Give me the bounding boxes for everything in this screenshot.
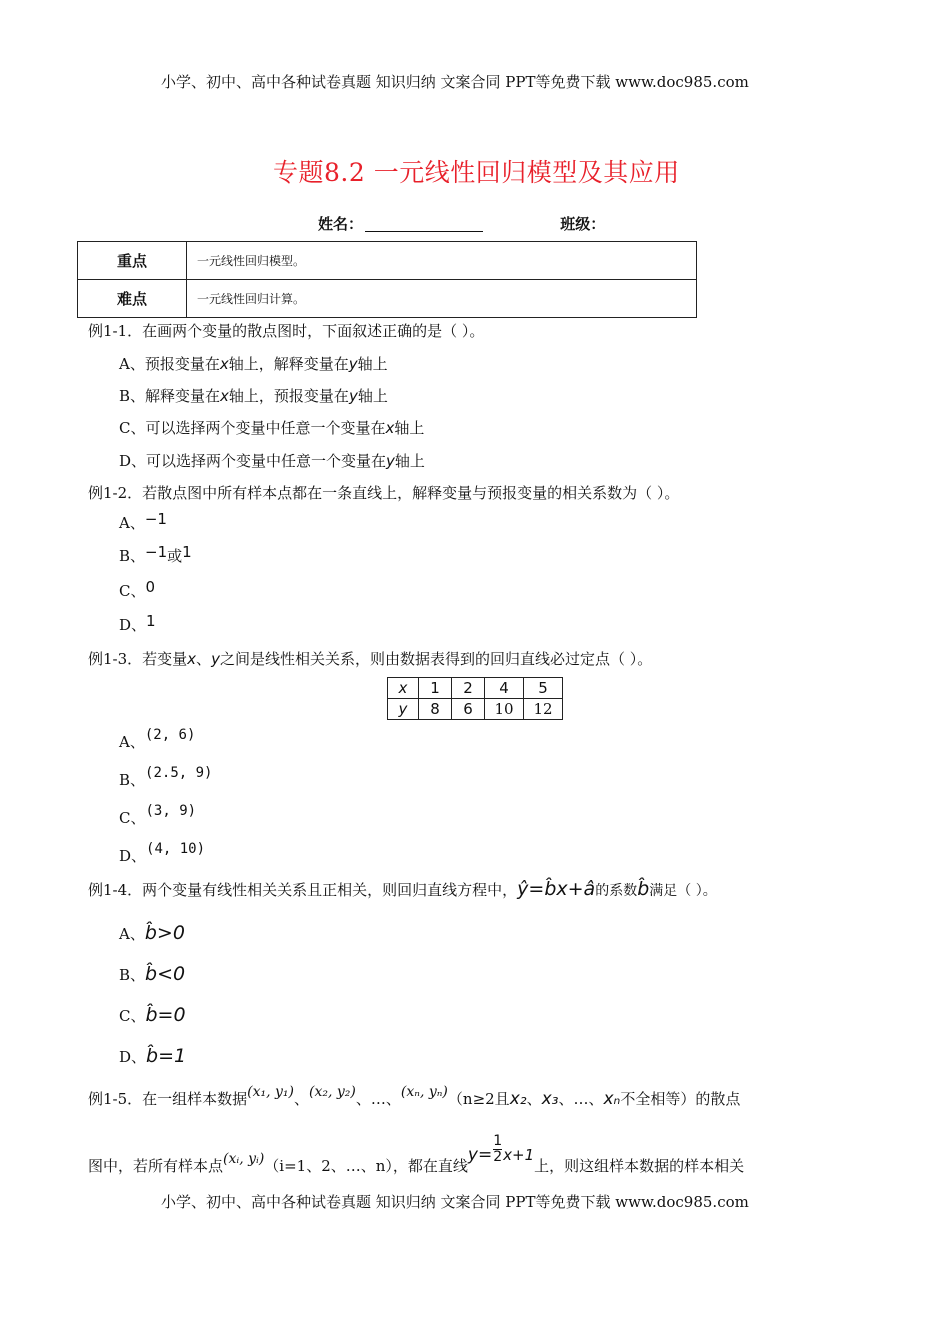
q4-c-value: b̂=0 [145, 1004, 186, 1026]
q2-stem: 例1-2．若散点图中所有样本点都在一条直线上，解释变量与预报变量的相关系数为（ ）。 [88, 484, 680, 502]
q5-frac-num: 1 [493, 1133, 503, 1149]
q3-b-label: B、 [119, 771, 146, 789]
q3-row-y [388, 699, 563, 720]
q5-line2-b: ，都在直线 [392, 1156, 468, 1175]
q1-option-d [119, 450, 425, 471]
name-blank [365, 217, 483, 232]
q5-frac-den: 2 [493, 1149, 503, 1165]
q1-a-var2: y [348, 355, 358, 373]
student-info [318, 213, 605, 234]
q5-line2-a: 图中，若所有样本点 [88, 1156, 224, 1175]
q2-d-value: 1 [146, 612, 156, 630]
q4-b-value: b̂<0 [145, 963, 186, 985]
q2-a-value: −1 [144, 510, 167, 528]
q2-d-label: D、 [119, 616, 147, 634]
q1-b-var2: y [348, 387, 358, 405]
q5-line2 [88, 1126, 745, 1175]
q5-index: （i=1、2、…、n） [264, 1156, 393, 1175]
q5-point-i: (xᵢ, yᵢ) [223, 1150, 265, 1167]
difficulty-label: 难点 [78, 280, 187, 318]
q3-stem-b: 之间是线性相关关系，则由数据表得到的回归直线必过定点（ ）。 [219, 650, 653, 668]
q4-coef: b̂ [637, 878, 650, 900]
key-point-label: 重点 [78, 242, 187, 280]
q5-fraction [493, 1134, 502, 1165]
q5-line1-b: 不全相等）的散点 [620, 1090, 741, 1108]
q2-option-c [119, 580, 155, 601]
q4-stem [88, 878, 717, 900]
q4-d-value: b̂=1 [146, 1045, 187, 1067]
q4-stem-b: 的系数 [595, 883, 638, 899]
q5-line2-c: 上，则这组样本数据的样本相关 [534, 1156, 745, 1175]
difficulty-value: 一元线性回归计算。 [187, 280, 697, 318]
q5-x3: x₃ [541, 1089, 559, 1109]
q4-stem-a: 例1-4．两个变量有线性相关关系且正相关，则回归直线方程中， [88, 881, 518, 899]
q2-option-b [119, 545, 192, 566]
page-title: 专题8.2 一元线性回归模型及其应用 [273, 158, 680, 187]
q1-option-c [119, 417, 424, 438]
q5-dots: … [370, 1090, 386, 1108]
q3-y-head: y [388, 699, 419, 720]
q3-stem-a: 例1-3．若变量 [88, 650, 188, 668]
page-header: 小学、初中、高中各种试卷真题 知识归纳 文案合同 PPT等免费下载 www.doc985.com [161, 73, 749, 91]
q4-option-b [119, 963, 185, 985]
q1-b-text: B、解释变量在 [119, 387, 221, 405]
table-cell: 8 [419, 699, 452, 720]
q4-c-label: C、 [119, 1007, 146, 1025]
q4-a-value: b̂>0 [144, 922, 185, 944]
q5-line1-a: 例1-5．在一组样本数据 [88, 1090, 248, 1108]
table-cell: 12 [524, 699, 563, 720]
q2-b-value2: 1 [182, 543, 192, 561]
q5-point-n: (xₙ, yₙ) [400, 1084, 448, 1100]
q3-row-x [388, 678, 563, 699]
q4-option-a [119, 922, 185, 944]
q5-cond: （n≥2且 [447, 1090, 510, 1108]
q2-c-value: 0 [145, 578, 156, 596]
q2-option-d [119, 614, 156, 635]
q4-a-label: A、 [119, 925, 145, 943]
q1-a-text: A、预报变量在 [119, 355, 220, 373]
q3-data-table [387, 677, 563, 720]
q3-c-label: C、 [119, 809, 146, 827]
q1-c-var: x [385, 419, 395, 437]
q5-point-1: (x₁, y₁) [247, 1084, 295, 1100]
q1-stem: 例1-1．在画两个变量的散点图时，下面叙述正确的是（ ）。 [88, 322, 485, 340]
q1-c-text2: 轴上 [394, 419, 425, 437]
q4-equation: ŷ=b̂x+â [517, 878, 596, 900]
q5-point-2: (x₂, y₂) [309, 1084, 356, 1100]
q3-var-x: x [187, 650, 197, 668]
page-footer: 小学、初中、高中各种试卷真题 知识归纳 文案合同 PPT等免费下载 www.doc985.com [161, 1193, 749, 1211]
q1-a-text3: 轴上 [357, 355, 388, 373]
q3-d-label: D、 [119, 847, 147, 865]
q2-b-value: −1 [145, 543, 168, 561]
difficulty-row [78, 280, 697, 318]
q1-b-var: x [220, 387, 229, 405]
q1-option-a [119, 353, 388, 374]
q3-option-b [119, 765, 213, 790]
q2-a-label: A、 [119, 514, 145, 532]
q3-option-d [119, 841, 206, 866]
key-point-value: 一元线性回归模型。 [187, 242, 697, 280]
table-cell: 5 [524, 678, 563, 699]
q5-eq-lhs: y= [467, 1144, 493, 1165]
q5-xn: xₙ [603, 1089, 621, 1109]
q3-a-label: A、 [119, 733, 145, 751]
q4-option-d [119, 1045, 186, 1067]
q5-eq-rhs: x+1 [503, 1145, 535, 1164]
q4-b-label: B、 [119, 966, 146, 984]
q1-d-text: D、可以选择两个变量中任意一个变量在 [119, 452, 387, 470]
q5-line1: 例1-5．在一组样本数据(x₁, y₁)、(x₂, y₂)、…、(xₙ, yₙ)（n≥2且x₂、x₃、…、xₙ不全相等）的散点 [88, 1084, 741, 1109]
class-label: 班级： [560, 215, 606, 233]
q3-option-c [119, 803, 197, 828]
q1-d-var: y [386, 452, 395, 470]
q3-option-a [119, 727, 196, 752]
q3-var-y: y [211, 650, 220, 668]
q3-sep: 、 [196, 650, 212, 668]
key-point-row [78, 242, 697, 280]
q1-a-var: x [219, 355, 229, 373]
q1-b-text3: 轴上 [357, 387, 388, 405]
q2-option-a [119, 512, 167, 533]
q1-option-b [119, 385, 388, 406]
table-cell: 10 [485, 699, 524, 720]
q3-b-value: (2.5, 9) [145, 765, 213, 781]
q5-x2: x₂ [509, 1089, 527, 1109]
q2-c-label: C、 [119, 582, 146, 600]
q1-a-text2: 轴上，解释变量在 [228, 355, 349, 373]
q1-c-text: C、可以选择两个变量中任意一个变量在 [119, 419, 386, 437]
name-label: 姓名： [318, 215, 364, 233]
q2-b-or: 或 [167, 547, 183, 565]
table-cell: 4 [485, 678, 524, 699]
table-cell: 1 [419, 678, 452, 699]
key-points-table [77, 241, 697, 318]
q1-b-text2: 轴上，预报变量在 [228, 387, 349, 405]
q4-stem-c: 满足（ ）。 [649, 883, 717, 899]
q1-d-text2: 轴上 [394, 452, 425, 470]
q4-d-label: D、 [119, 1048, 147, 1066]
table-cell: 2 [452, 678, 485, 699]
q3-a-value: (2, 6) [144, 727, 196, 743]
q2-b-label: B、 [119, 547, 146, 565]
q3-d-value: (4, 10) [146, 841, 206, 857]
q3-stem [88, 648, 652, 669]
q4-option-c [119, 1004, 186, 1026]
table-cell: 6 [452, 699, 485, 720]
q3-c-value: (3, 9) [145, 803, 197, 819]
q3-x-head: x [388, 678, 419, 699]
